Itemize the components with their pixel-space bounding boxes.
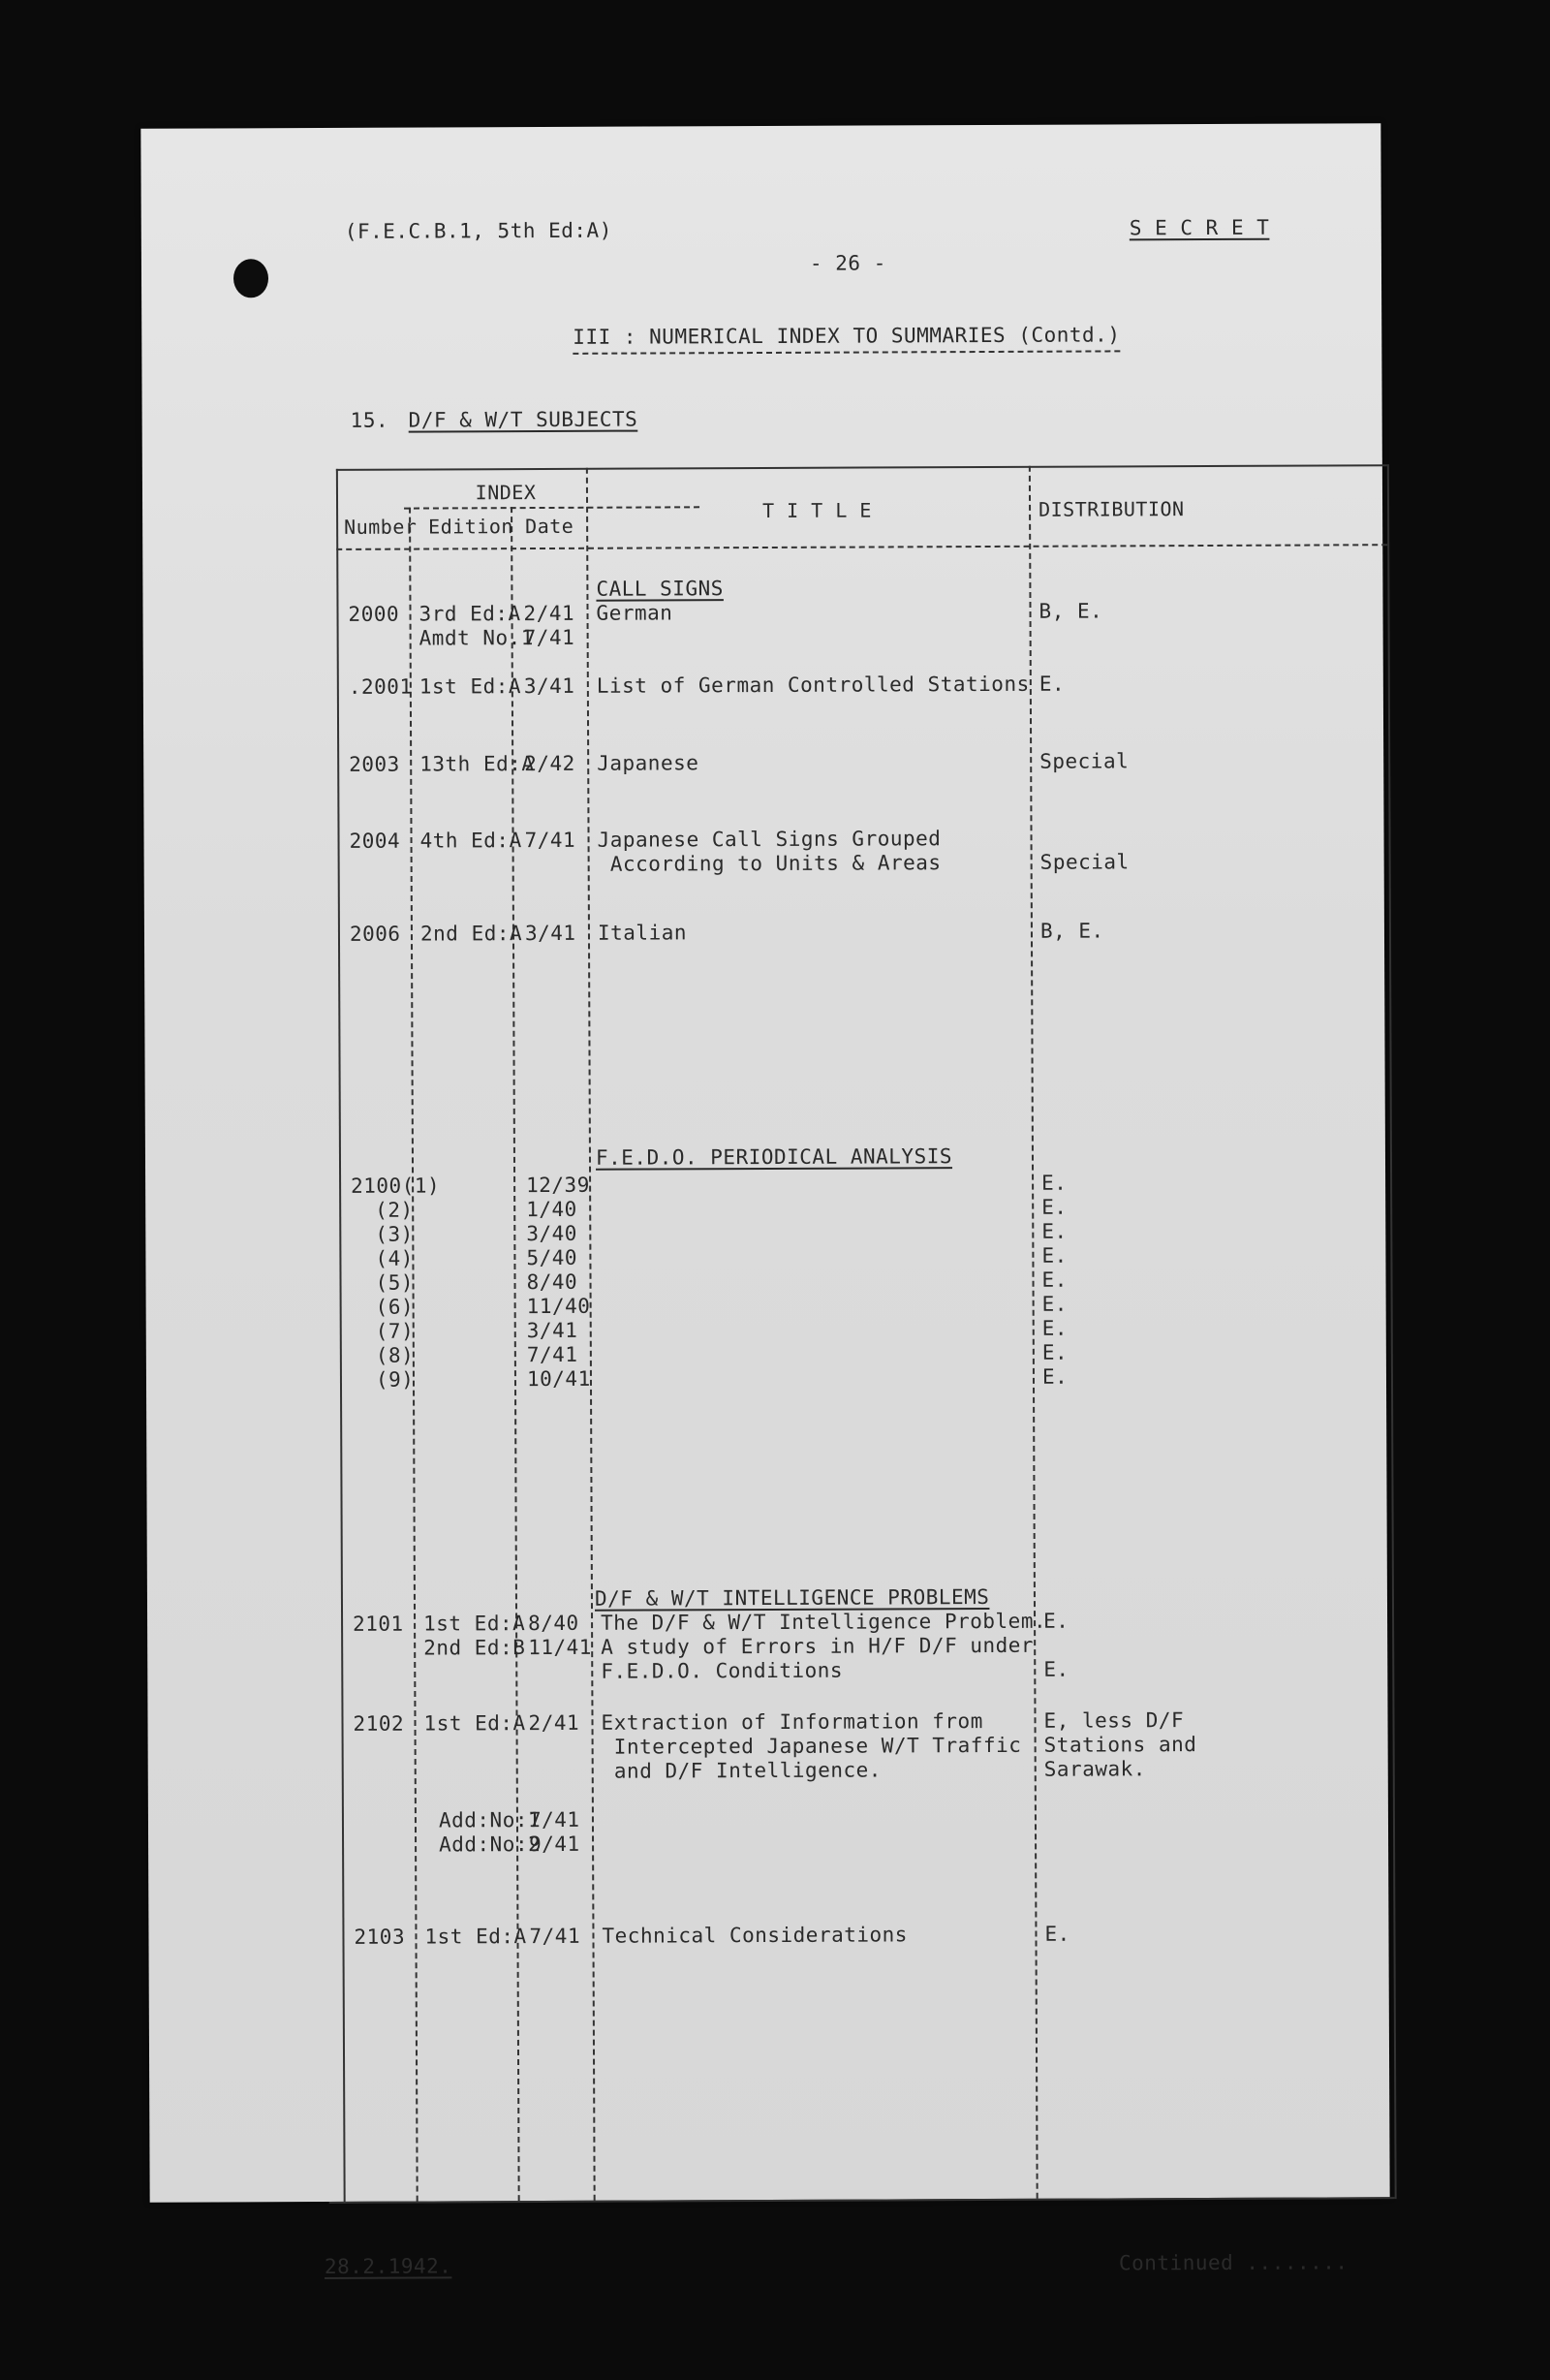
table-right-border [1387,464,1397,2199]
cell-title: Technical Considerations [602,1923,908,1948]
cell-date: 7/41 [523,625,575,650]
section-number: 15. [350,408,389,432]
cell-number: 2103 [354,1925,406,1949]
column-header-distribution: DISTRIBUTION [1038,497,1185,521]
cell-number: 2003 [349,752,400,776]
cell-edition: 3rd Ed:A [418,602,521,626]
cell-date: 3/41 [526,1318,578,1343]
document-reference: (F.E.C.B.1, 5th Ed:A) [344,218,612,243]
cell-date: 1/40 [526,1197,577,1222]
column-header-title: T I T L E [762,498,872,523]
punch-hole [233,259,268,298]
cell-edition: Add:No:2 [439,1832,542,1857]
cell-distribution: E. [1041,1243,1068,1268]
group-heading-fedo-analysis: F.E.D.O. PERIODICAL ANALYSIS [595,1144,953,1170]
cell-distribution: E. [1041,1219,1068,1243]
cell-edition: 1st Ed:A [423,1612,526,1636]
cell-date: 7/41 [529,1924,581,1949]
cell-number: (6) [375,1295,415,1319]
cell-title: Intercepted Japanese W/T Traffic [601,1733,1022,1759]
cell-edition: 1st Ed:A [424,1925,527,1949]
cell-date: 12/39 [526,1173,590,1198]
cell-distribution: B, E. [1038,599,1103,623]
group-heading-call-signs: CALL SIGNS [596,577,724,601]
cell-number: 2101 [353,1612,404,1636]
cell-number: (2) [375,1198,414,1222]
index-group-line [404,506,699,509]
cell-title: Extraction of Information from [601,1709,983,1735]
section-name: D/F & W/T SUBJECTS [408,407,638,432]
cell-number: 2000 [348,602,400,626]
cell-date: 3/41 [523,673,575,699]
cell-distribution: E, less D/F [1043,1708,1185,1733]
cell-distribution: B, E. [1039,919,1104,943]
cell-edition: 2nd Ed:A [419,922,523,946]
cell-distribution: E. [1044,1922,1070,1946]
cell-number: (3) [375,1222,414,1246]
cell-number: 2100(1) [351,1174,441,1198]
document-sheet [140,123,1389,2278]
cell-date: 11/40 [526,1294,591,1319]
cell-distribution: E. [1041,1340,1069,1364]
cell-distribution: E. [1041,1195,1068,1219]
cell-distribution: E. [1038,672,1066,696]
cell-number: (5) [375,1270,415,1295]
table-left-border [336,469,346,2204]
cell-distribution: E. [1041,1364,1069,1389]
cell-edition: 1st Ed:A [418,674,522,699]
classification-marking: S E C R E T [1129,215,1270,240]
group-heading-intelligence-problems: D/F & W/T INTELLIGENCE PROBLEMS [594,1584,990,1611]
footer-date: 28.2.1942. [324,2254,452,2278]
date-column-divider [586,468,596,2201]
cell-distribution: E. [1041,1316,1069,1340]
cell-date: 8/40 [528,1611,579,1636]
cell-date: 2/41 [523,601,575,626]
cell-distribution: E. [1041,1292,1068,1316]
cell-edition: 4th Ed:A [419,829,522,853]
cell-number: (7) [375,1319,415,1343]
cell-title: Italian [597,921,688,945]
cell-edition: 13th Ed:A [419,752,535,776]
header-separator [336,544,1387,550]
cell-distribution: Special [1039,850,1130,874]
cell-title: A study of Errors in H/F D/F under [601,1633,1035,1659]
cell-title: and D/F Intelligence. [601,1758,882,1783]
cell-distribution: Special [1039,749,1130,773]
continued-marker: Continued ........ [1118,2250,1348,2275]
title-column-divider [1029,466,1038,2199]
cell-number: (8) [375,1343,415,1367]
cell-edition: Add:No:1 [438,1808,542,1832]
cell-title: Japanese Call Signs Grouped [597,827,942,852]
cell-distribution: E. [1043,1609,1070,1633]
cell-title: German [596,601,673,625]
cell-title: F.E.D.O. Conditions [601,1658,844,1683]
cell-date: 11/41 [528,1635,592,1660]
cell-date: 7/41 [526,1342,578,1367]
cell-number: 2004 [349,829,401,853]
cell-title: List of German Controlled Stations [596,672,1030,698]
cell-distribution: E. [1041,1171,1068,1195]
cell-number: (9) [375,1367,415,1392]
cell-distribution: Stations and [1043,1733,1197,1757]
cell-edition: 1st Ed:A [423,1711,526,1736]
cell-date: 7/41 [524,828,576,853]
cell-distribution: E. [1041,1268,1068,1292]
cell-date: 3/40 [526,1221,577,1246]
cell-edition: Amdt No.1 [418,626,534,650]
cell-date: 5/40 [526,1245,578,1270]
cell-title: The D/F & W/T Intelligence Problem. [601,1609,1047,1635]
cell-date: 2/41 [528,1710,580,1736]
cell-number: (4) [375,1246,414,1270]
cell-title: According to Units & Areas [597,851,942,876]
table-bottom-border [329,2197,1395,2204]
cell-distribution: E. [1043,1657,1070,1681]
cell-edition: 2nd Ed:B [423,1636,526,1660]
cell-date: 10/41 [526,1366,591,1392]
cell-date: 8/40 [526,1269,578,1295]
table-top-border [336,464,1387,471]
page-title: III : NUMERICAL INDEX TO SUMMARIES (Contd.) [573,323,1120,354]
column-header-edition: Edition [428,515,513,539]
page-number: - 26 - [809,251,886,275]
cell-number: .2001 [348,674,413,699]
cell-date: 7/41 [528,1807,580,1832]
cell-number: 2006 [349,922,401,946]
cell-title: Japanese [597,751,699,775]
cell-distribution: Sarawak. [1043,1757,1146,1781]
index-group-header: INDEX [475,481,537,505]
column-header-date: Date [525,514,574,539]
column-header-number: Number [344,515,418,539]
cell-number: 2102 [353,1711,405,1736]
cell-date: 9/41 [529,1832,580,1857]
cell-date: 2/42 [524,751,575,776]
cell-date: 3/41 [524,921,576,946]
